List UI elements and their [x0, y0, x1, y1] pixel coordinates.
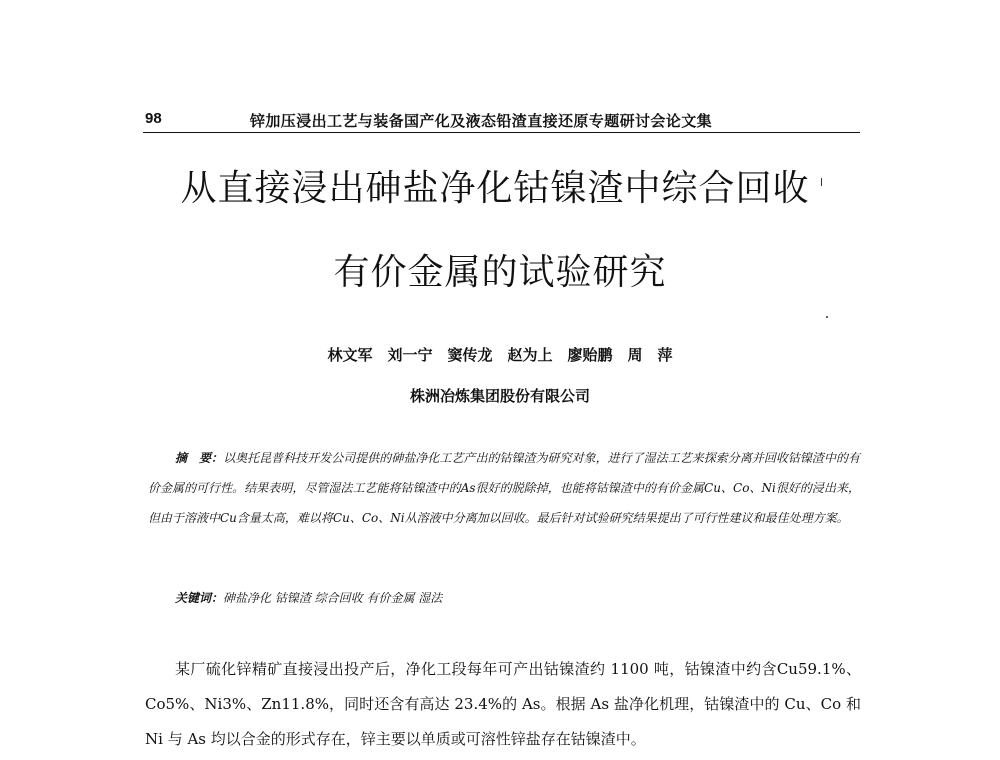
author-affiliation: 株洲冶炼集团股份有限公司 [409, 387, 590, 405]
keywords-label: 关键词： [175, 591, 224, 605]
page-number: 98 [145, 110, 162, 127]
author-list: 林文军 刘一宁 窦传龙 赵为上 廖贻鹏 周 萍 [327, 346, 673, 364]
journal-title: 锌加压浸出工艺与装备国产化及液态铅渣直接还原专题研讨会论文集 [250, 112, 713, 130]
keywords [175, 589, 442, 606]
paper-title-line-2: 有价金属的试验研究 [333, 252, 667, 293]
paper-title-line-1: 从直接浸出砷盐净化钴镍渣中综合回收 [180, 168, 810, 209]
abstract [148, 443, 860, 533]
body-paragraph: 某厂硫化锌精矿直接浸出投产后，净化工段每年可产出钴镍渣约 1100 吨，钴镍渣中约含Cu59.1%、Co5%、Ni3%、Zn11.8%，同时还含有高达 23.4%的 As。根据 As 盐净化机理，钴镍渣中的 Cu、Co 和 Ni 与 As 均以合金的形式存在，锌主要以单质或可溶性锌盐存在钴镍渣中。 [145, 660, 861, 748]
scan-speck [821, 178, 822, 186]
abstract-label: 摘 要： [175, 451, 224, 465]
keywords-text: 砷盐净化 钴镍渣 综合回收 有价金属 湿法 [223, 591, 443, 605]
running-header [143, 108, 860, 133]
abstract-text: 以奥托昆普科技开发公司提供的砷盐净化工艺产出的钴镍渣为研究对象，进行了湿法工艺来探索分离并回收钴镍渣中的有价金属的可行性。结果表明，尽管湿法工艺能将钴镍渣中的As很好的脱除掉，也能将钴镍渣中的有价金属Cu、Co、Ni很好的浸出来，但由于溶液中Cu含量太高，难以将Cu、Co、Ni从溶液中分离加以回收。最后针对试验研究结果提出了可行性建议和最佳处理方案。 [148, 451, 860, 525]
scan-speck [826, 316, 828, 318]
